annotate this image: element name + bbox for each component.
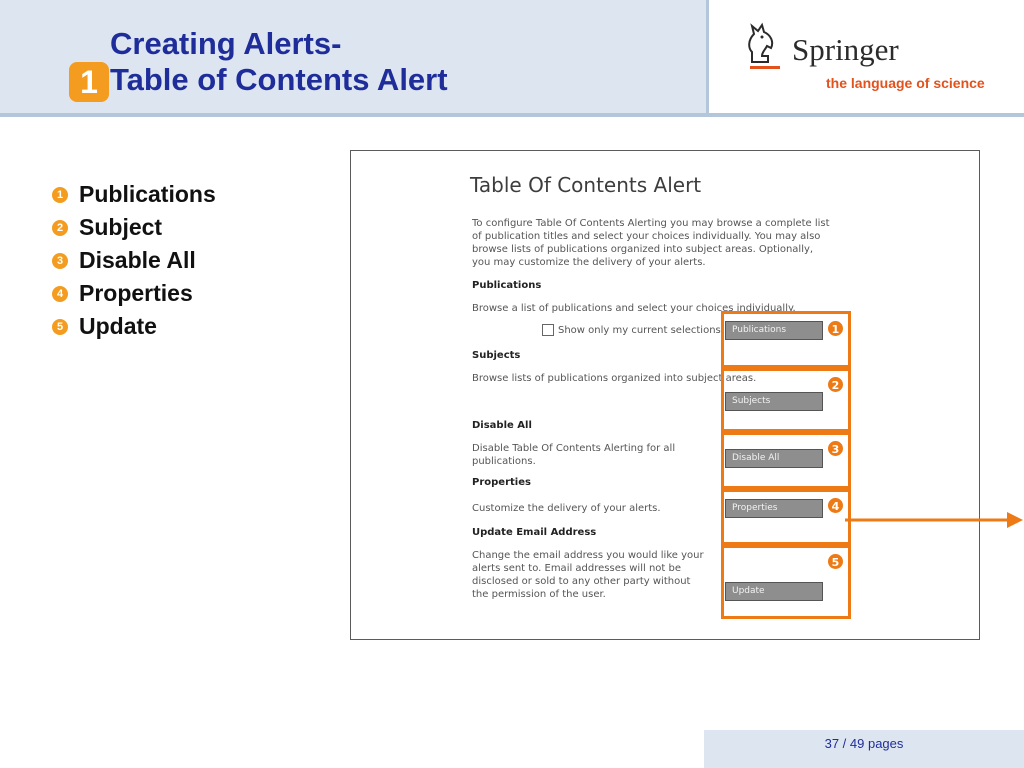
slide-title (110, 26, 448, 98)
list-item (52, 178, 216, 211)
update-email-text: Change the email address you would like your alerts sent to. Email addresses will not be disclosed or sold to any other party without the permission of the user. (472, 550, 704, 600)
publications-button[interactable]: Publications (725, 321, 823, 340)
properties-text: Customize the delivery of your alerts. (472, 503, 661, 514)
callout-number: 3 (827, 440, 844, 457)
current-selections-checkbox[interactable] (542, 324, 554, 336)
subjects-text: Browse lists of publications organized into subject areas. (472, 373, 757, 384)
bullet-label: Subject (79, 214, 163, 240)
bullet-number: 2 (52, 220, 68, 236)
list-item (52, 244, 216, 277)
bullet-label: Disable All (79, 247, 196, 273)
bullet-number: 3 (52, 253, 68, 269)
list-item (52, 211, 216, 244)
subjects-button[interactable]: Subjects (725, 392, 823, 411)
slide-title-line-2: Table of Contents Alert (110, 62, 448, 97)
list-item (52, 310, 216, 343)
step-badge: 1 (69, 62, 109, 102)
bullet-label: Update (79, 313, 157, 339)
page-counter: 37 / 49 pages (824, 736, 904, 751)
update-button[interactable]: Update (725, 582, 823, 601)
properties-button[interactable]: Properties (725, 499, 823, 518)
disable-all-heading: Disable All (472, 420, 532, 431)
callout-number: 4 (827, 497, 844, 514)
panel-title: Table Of Contents Alert (470, 173, 702, 197)
slide-title-line-1: Creating Alerts- (110, 26, 342, 61)
callout-number: 1 (827, 320, 844, 337)
chess-knight-icon (740, 22, 780, 66)
brand-underline (750, 66, 780, 69)
update-email-heading: Update Email Address (472, 527, 597, 538)
header-divider (0, 113, 1024, 117)
bullet-number: 4 (52, 286, 68, 302)
publications-heading: Publications (472, 280, 542, 291)
current-selections-label: Show only my current selections. (558, 325, 724, 336)
properties-heading: Properties (472, 477, 531, 488)
brand-name: Springer (792, 32, 899, 67)
arrow-right-icon (845, 510, 1024, 530)
callout-number: 5 (827, 553, 844, 570)
bullet-number: 1 (52, 187, 68, 203)
bullet-label: Properties (79, 280, 193, 306)
brand-tagline: the language of science (826, 75, 985, 91)
subjects-heading: Subjects (472, 350, 521, 361)
bullet-label: Publications (79, 181, 216, 207)
disable-all-text: Disable Table Of Contents Alerting for all publications. (472, 443, 676, 467)
list-item (52, 277, 216, 310)
screenshot-panel (350, 150, 980, 640)
callout-box-publications (721, 311, 851, 368)
bullet-number: 5 (52, 319, 68, 335)
bullet-list (52, 178, 216, 343)
disable-all-button[interactable]: Disable All (725, 449, 823, 468)
publications-text: Browse a list of publications and select your choices individually. (472, 303, 796, 314)
callout-number: 2 (827, 376, 844, 393)
panel-intro: To configure Table Of Contents Alerting you may browse a complete list of publication titles and select your choices individually. You may also browse lists of publications organized into subject areas. Optionally, you may customize the delivery of your alerts. (472, 218, 830, 268)
